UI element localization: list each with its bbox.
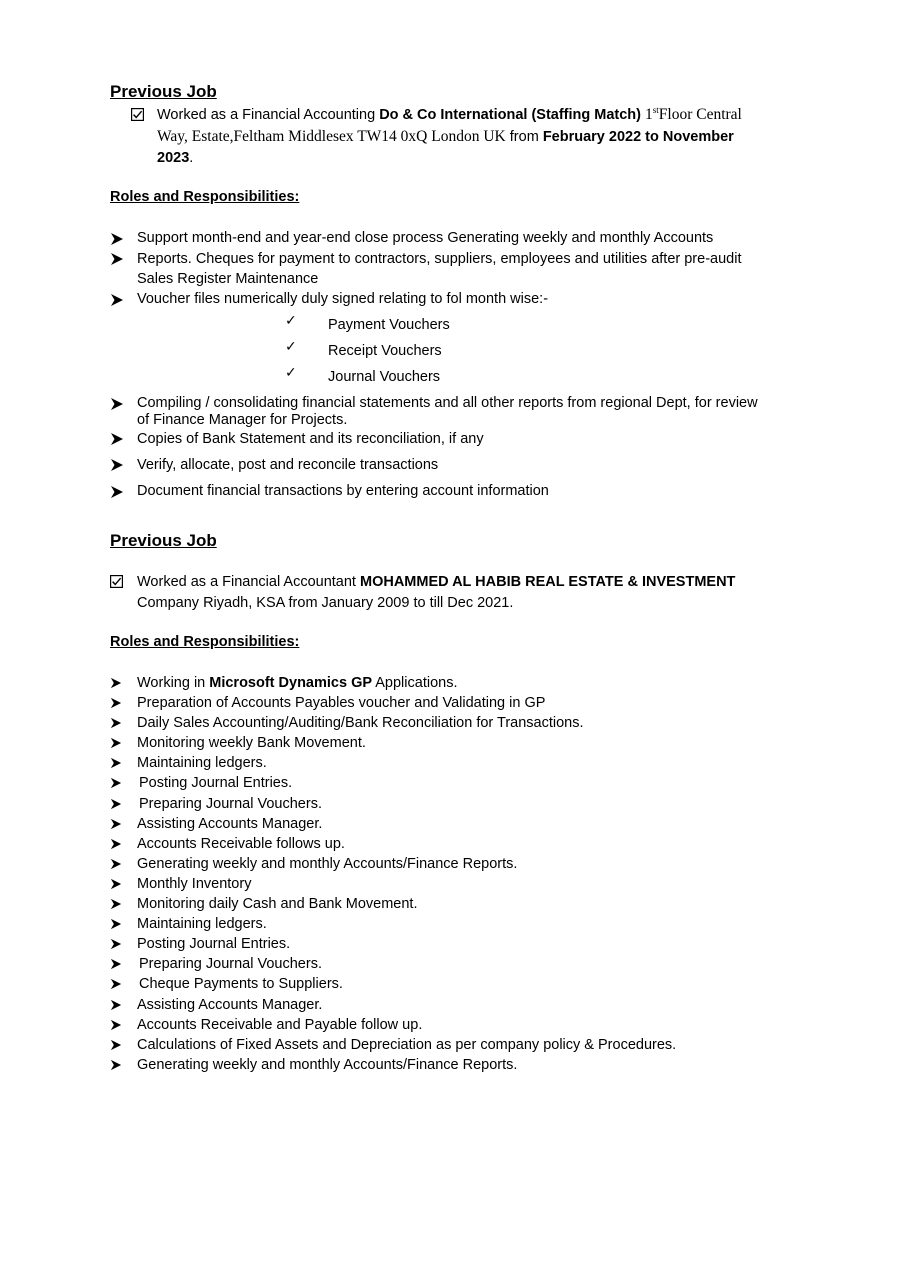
arrowhead-bullet-icon: [110, 717, 122, 729]
arrowhead-bullet-icon: [110, 677, 122, 689]
arrowhead-bullet-icon: [110, 485, 124, 499]
job2-bullet-item: Preparing Journal Vouchers.: [139, 956, 322, 972]
arrowhead-bullet-icon: [110, 397, 124, 411]
job2-bullet-item: Assisting Accounts Manager.: [137, 997, 323, 1013]
job2-bullet-item: Monitoring weekly Bank Movement.: [137, 735, 366, 751]
job1-bullet-6: Verify, allocate, post and reconcile transactions: [137, 457, 439, 473]
arrowhead-bullet-icon: [110, 918, 122, 930]
arrowhead-bullet-icon: [110, 1059, 122, 1071]
job1-roles-heading: Roles and Responsibilities:: [110, 189, 300, 205]
job1-address-start: [645, 106, 742, 123]
job1-address-sup: st: [652, 104, 659, 115]
job1-period-start: February 2022 to November: [542, 129, 734, 145]
job1-address-line1: Floor Central: [658, 106, 742, 123]
job2-company: MOHAMMED AL HABIB REAL ESTATE & INVESTMENT: [360, 574, 736, 590]
sub-item-receipt: Receipt Vouchers: [328, 343, 442, 359]
job1-bullet-4: Compiling / consolidating financial statements and all other reports from regional Dept, for review: [137, 395, 758, 411]
arrowhead-bullet-icon: [110, 999, 122, 1011]
checkmark-icon: ✓: [285, 339, 297, 355]
checkmark-icon: ✓: [285, 365, 297, 381]
arrowhead-bullet-icon: [110, 757, 122, 769]
job2-bullet-item: Assisting Accounts Manager.: [137, 816, 323, 832]
arrowhead-bullet-icon: [110, 777, 122, 789]
arrowhead-bullet-icon: [110, 293, 124, 307]
job2-bullet-item: Posting Journal Entries.: [139, 775, 293, 791]
arrowhead-bullet-icon: [110, 838, 122, 850]
arrowhead-bullet-icon: [110, 737, 122, 749]
job2-heading: Previous Job: [110, 531, 217, 550]
arrowhead-bullet-icon: [110, 898, 122, 910]
arrowhead-bullet-icon: [110, 878, 122, 890]
job2-intro-prefix: Worked as a Financial Accountant: [137, 574, 360, 590]
job1-intro-end: .: [189, 150, 194, 166]
job2-bullet-item: Preparing Journal Vouchers.: [139, 796, 322, 812]
job2-bullet-item: Calculations of Fixed Assets and Depreciation as per company policy & Procedures.: [137, 1037, 677, 1053]
job2-bullet-item: Accounts Receivable and Payable follow up.: [137, 1017, 423, 1033]
job2-bullet-1-software: Microsoft Dynamics GP: [209, 675, 373, 691]
arrowhead-bullet-icon: [110, 938, 122, 950]
job1-intro-line2: [157, 127, 734, 147]
checked-box-icon: [110, 575, 123, 588]
sub-item-journal: Journal Vouchers: [328, 369, 441, 385]
job1-address-line2: Way, Estate,Feltham Middlesex TW14 0xQ London UK: [157, 128, 506, 145]
job1-heading: Previous Job: [110, 82, 217, 101]
job1-intro-line1: [157, 105, 742, 125]
job2-bullet-1: [137, 673, 457, 693]
arrowhead-bullet-icon: [110, 697, 122, 709]
arrowhead-bullet-icon: [110, 1019, 122, 1031]
job1-bullet-2-cont: Sales Register Maintenance: [137, 271, 319, 287]
job2-bullet-item: Monthly Inventory: [137, 876, 252, 892]
arrowhead-bullet-icon: [110, 798, 122, 810]
job1-address-number: 1: [645, 106, 653, 123]
arrowhead-bullet-icon: [110, 858, 122, 870]
job2-bullet-item: Generating weekly and monthly Accounts/Finance Reports.: [137, 856, 518, 872]
job1-bullet-3: Voucher files numerically duly signed relating to fol month wise:-: [137, 291, 549, 307]
arrowhead-bullet-icon: [110, 978, 122, 990]
arrowhead-bullet-icon: [110, 232, 124, 246]
job1-bullet-5: Copies of Bank Statement and its reconciliation, if any: [137, 431, 484, 447]
job2-bullet-1-prefix: Working in: [137, 675, 210, 691]
job1-bullet-1: Support month-end and year-end close process Generating weekly and monthly Accounts: [137, 230, 714, 246]
job2-bullet-item: Maintaining ledgers.: [137, 755, 267, 771]
arrowhead-bullet-icon: [110, 432, 124, 446]
job2-bullet-item: Cheque Payments to Suppliers.: [139, 976, 343, 992]
job2-roles-heading: Roles and Responsibilities:: [110, 634, 300, 650]
job2-bullet-item: Accounts Receivable follows up.: [137, 836, 345, 852]
job2-bullet-item: Maintaining ledgers.: [137, 916, 267, 932]
job1-bullet-2: Reports. Cheques for payment to contractors, suppliers, employees and utilities after pre-audit: [137, 251, 742, 267]
job1-from: from: [505, 129, 543, 145]
job2-intro-line2: Company Riyadh, KSA from January 2009 to till Dec 2021.: [137, 595, 514, 611]
job2-bullet-item: Daily Sales Accounting/Auditing/Bank Reconciliation for Transactions.: [137, 715, 584, 731]
sub-item-payment: Payment Vouchers: [328, 317, 450, 333]
job2-bullet-1-suffix: Applications.: [372, 675, 458, 691]
job1-company: Do & Co International (Staffing Match): [379, 107, 641, 123]
job2-bullet-item: Monitoring daily Cash and Bank Movement.: [137, 896, 418, 912]
checked-box-icon: [131, 108, 144, 121]
job1-intro-prefix: Worked as a Financial Accounting: [157, 107, 380, 123]
job2-intro-line1: [137, 572, 735, 592]
job2-bullet-item: Generating weekly and monthly Accounts/Finance Reports.: [137, 1057, 518, 1073]
job1-intro-line3: [157, 148, 193, 168]
job1-period-end: 2023: [157, 150, 190, 166]
job1-bullet-7: Document financial transactions by entering account information: [137, 483, 549, 499]
arrowhead-bullet-icon: [110, 958, 122, 970]
job2-bullet-item: Posting Journal Entries.: [137, 936, 291, 952]
checkmark-icon: ✓: [285, 313, 297, 329]
arrowhead-bullet-icon: [110, 458, 124, 472]
job1-bullet-4-cont: of Finance Manager for Projects.: [137, 412, 348, 428]
arrowhead-bullet-icon: [110, 818, 122, 830]
arrowhead-bullet-icon: [110, 252, 124, 266]
job2-bullet-item: Preparation of Accounts Payables voucher and Validating in GP: [137, 695, 546, 711]
arrowhead-bullet-icon: [110, 1039, 122, 1051]
